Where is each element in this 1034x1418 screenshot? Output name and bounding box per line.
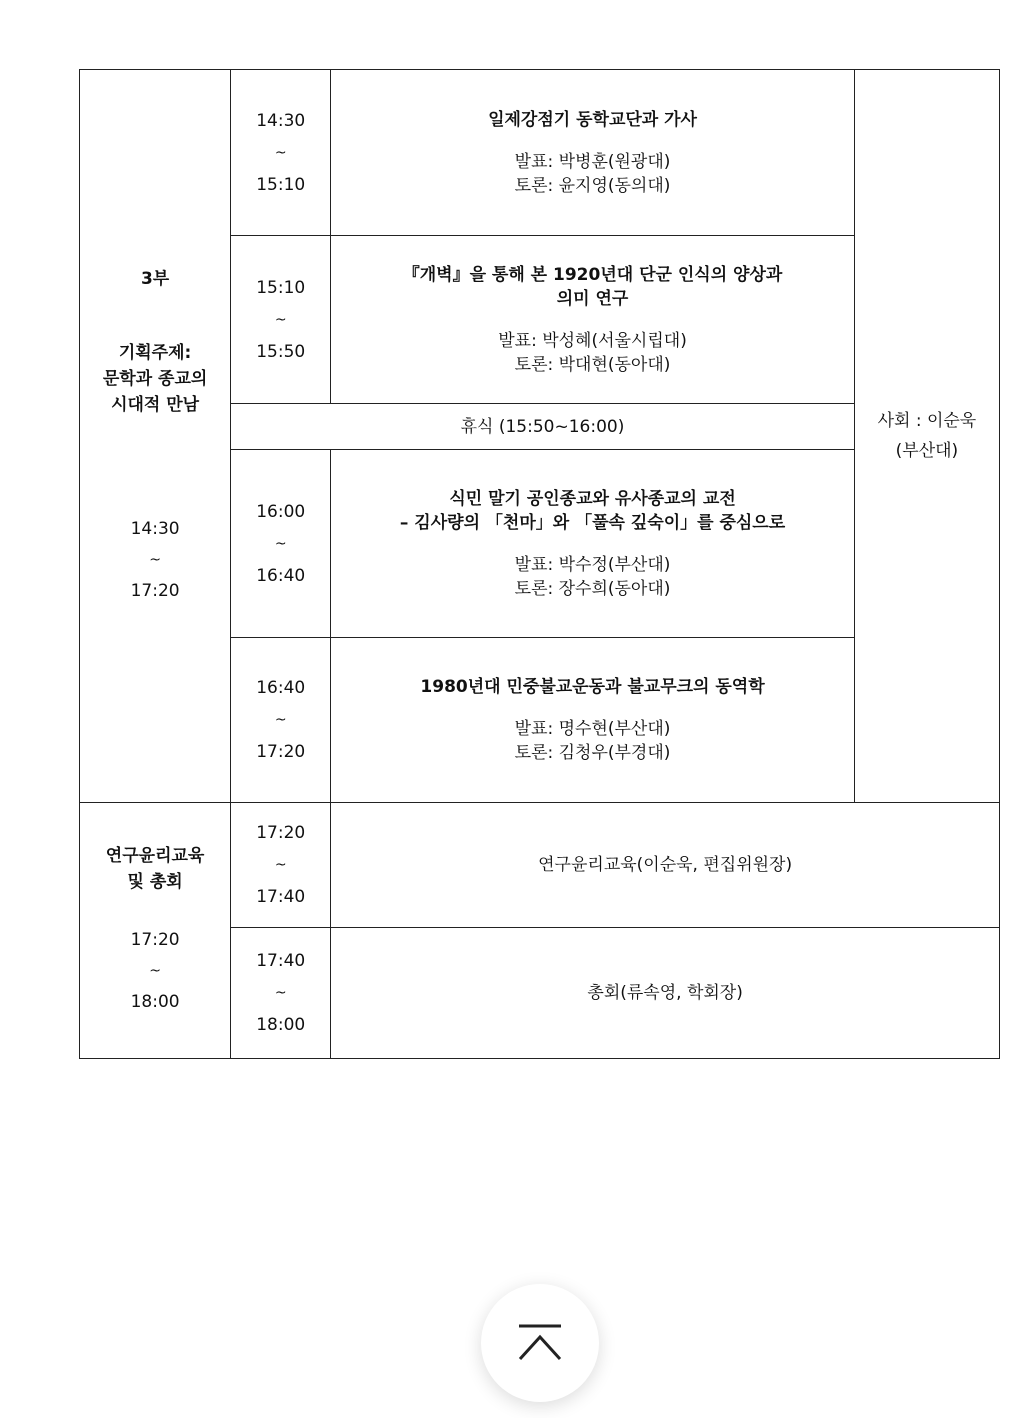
closing-item-start: 17:40 <box>256 951 306 971</box>
part3-label: 3부 <box>140 268 170 289</box>
closing-label: 연구윤리교육 <box>105 846 205 866</box>
session-end: 15:10 <box>256 174 306 195</box>
session-title: 일제강점기 동학교단과 가사 <box>488 109 697 130</box>
closing-label-cell <box>80 803 231 1059</box>
closing-time-end: 18:00 <box>130 992 180 1012</box>
session-end: 16:40 <box>256 565 306 586</box>
part3-label-cell <box>80 70 231 803</box>
part3-theme-line: 기획주제: <box>118 342 192 363</box>
part3-time-end: 17:20 <box>130 580 180 601</box>
session-time-cell <box>231 70 331 236</box>
session-start: 16:40 <box>256 678 306 698</box>
closing-time-cell <box>231 928 331 1059</box>
closing-time-cell <box>231 803 331 928</box>
part3-theme-line: 문학과 종교의 <box>102 368 208 389</box>
session-presenter: 발표: 명수현(부산대) <box>514 719 671 739</box>
session-tilde: ~ <box>274 535 287 552</box>
session-end: 15:50 <box>256 341 306 362</box>
closing-label: 및 총회 <box>127 872 183 892</box>
session-time-cell <box>231 450 331 638</box>
session-title: 『개벽』을 통해 본 1920년대 단군 인식의 양상과 <box>402 264 783 285</box>
closing-time-start: 17:20 <box>130 930 180 950</box>
session-content-cell <box>331 450 855 638</box>
closing-content-cell <box>331 803 1000 928</box>
chevron-up-icon <box>515 1323 565 1363</box>
session-tilde: ~ <box>274 712 287 728</box>
session-row <box>80 70 1000 236</box>
session-presenter: 발표: 박병훈(원광대) <box>514 151 671 172</box>
moderator-affiliation: (부산대) <box>895 441 959 461</box>
closing-time-tilde: ~ <box>149 963 161 979</box>
closing-item-text: 총회(류속영, 학회장) <box>587 983 743 1003</box>
session-discussant: 토론: 김청우(부경대) <box>514 743 671 763</box>
schedule-table <box>79 69 1000 1059</box>
closing-item-text: 연구윤리교육(이순욱, 편집위원장) <box>538 855 793 875</box>
session-start: 14:30 <box>256 110 306 131</box>
closing-item-tilde: ~ <box>274 985 287 1001</box>
part3-theme-line: 시대적 만남 <box>111 394 200 415</box>
moderator-cell <box>854 70 999 803</box>
closing-item-end: 17:40 <box>256 887 306 907</box>
break-label: 휴식 (15:50~16:00) <box>460 416 625 437</box>
session-end: 17:20 <box>256 742 306 762</box>
session-title: 1980년대 민중불교운동과 불교무크의 동역학 <box>420 677 765 697</box>
closing-item-start: 17:20 <box>256 823 306 843</box>
closing-item-end: 18:00 <box>256 1015 306 1035</box>
part3-time-start: 14:30 <box>130 518 180 539</box>
session-discussant: 토론: 박대현(동아대) <box>514 354 671 375</box>
session-tilde: ~ <box>274 144 287 161</box>
moderator-line: 사회 : 이순욱 <box>877 411 977 431</box>
session-content-cell <box>331 70 855 236</box>
session-title: 의미 연구 <box>556 288 629 309</box>
session-time-cell <box>231 638 331 803</box>
session-title: – 김사량의 「천마」와 「풀속 깊숙이」를 중심으로 <box>399 512 786 533</box>
scroll-to-top-button[interactable] <box>481 1284 599 1402</box>
closing-content-cell <box>331 928 1000 1059</box>
session-content-cell <box>331 236 855 404</box>
session-discussant: 토론: 장수희(동아대) <box>514 578 671 599</box>
closing-item-tilde: ~ <box>274 857 287 873</box>
session-presenter: 발표: 박수정(부산대) <box>514 554 671 575</box>
part3-time-tilde: ~ <box>149 551 161 568</box>
session-content-cell <box>331 638 855 803</box>
session-time-cell <box>231 236 331 404</box>
session-start: 16:00 <box>256 501 306 522</box>
session-title: 식민 말기 공인종교와 유사종교의 교전 <box>449 488 736 509</box>
session-start: 15:10 <box>256 277 306 298</box>
break-cell <box>231 404 855 450</box>
closing-row <box>80 803 1000 928</box>
session-tilde: ~ <box>274 311 287 328</box>
session-presenter: 발표: 박성혜(서울시립대) <box>498 330 687 351</box>
session-discussant: 토론: 윤지영(동의대) <box>514 175 671 196</box>
